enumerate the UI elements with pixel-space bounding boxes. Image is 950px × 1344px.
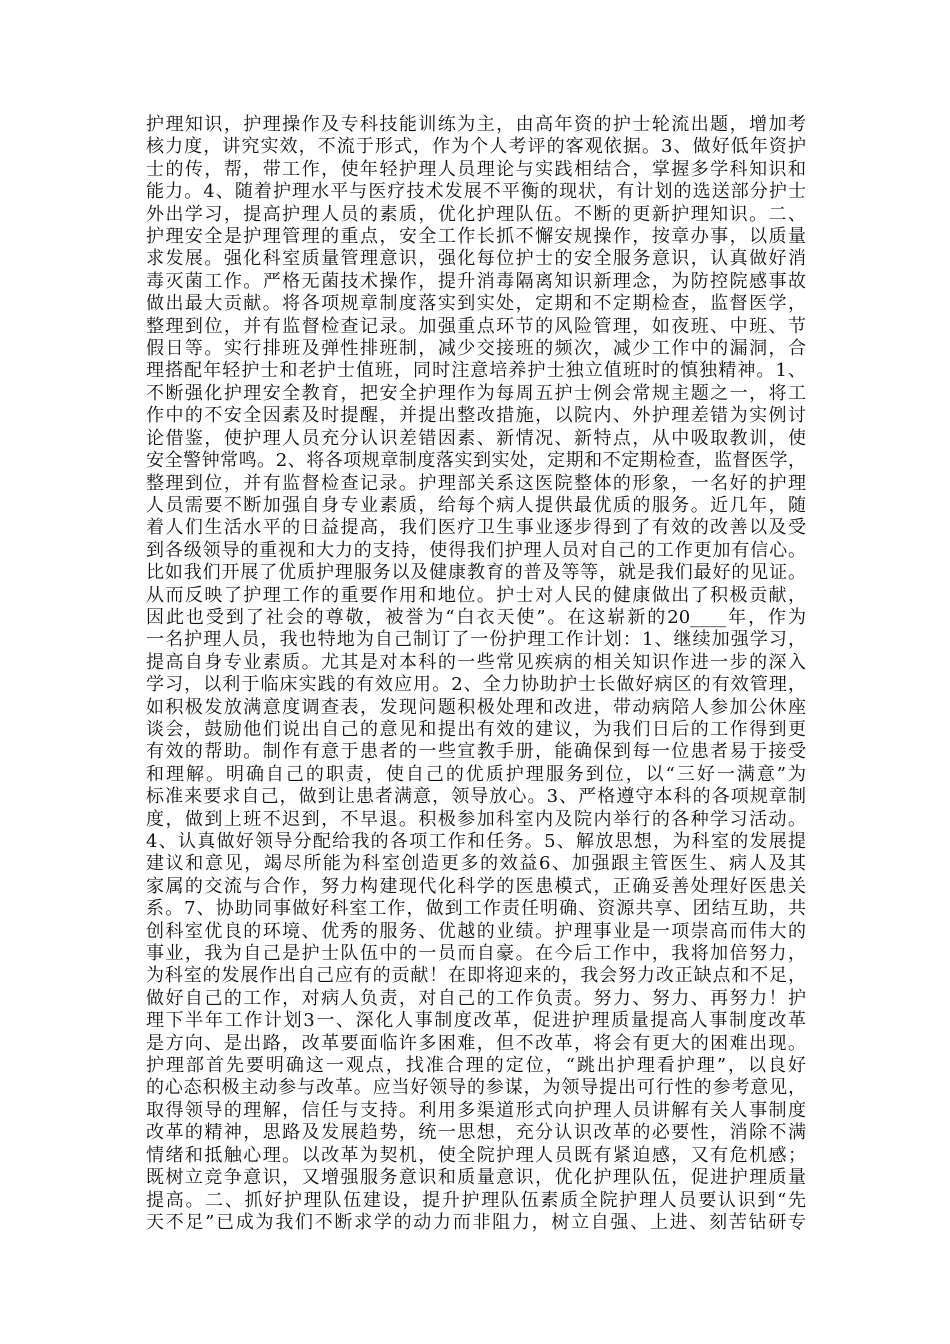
text-line: 做出最大贡献。将各项规章制度落实到实处，定期和不定期检查，监督医学，: [146, 293, 806, 315]
text-line: 作中的不安全因素及时提醒，并提出整改措施，以院内、外护理差错为实例讨: [146, 405, 806, 427]
text-line: 的心态积极主动参与改革。应当好领导的参谋，为领导提出可行性的参考意见，: [146, 1077, 806, 1099]
text-line: 标准来要求自己，做到让患者满意，领导放心。3、严格遵守本科的各项规章制: [146, 786, 806, 808]
text-line: 和理解。明确自己的职责，使自己的优质护理服务到位，以“三好一满意”为: [146, 763, 806, 785]
text-line: 不断强化护理安全教育，把安全护理作为每周五护士例会常规主题之一，将工: [146, 382, 806, 404]
text-line: 情绪和抵触心理。以改革为契机，使全院护理人员既有紧迫感，又有危机感；: [146, 1144, 806, 1166]
text-line: 一名护理人员，我也特地为自己制订了一份护理工作计划：1、继续加强学习，: [146, 629, 806, 651]
text-line: 系。7、协助同事做好科室工作，做到工作责任明确、资源共享、团结互助，共: [146, 898, 806, 920]
text-line: 有效的帮助。制作有意于患者的一些宣教手册，能确保到每一位患者易于接受: [146, 741, 806, 763]
text-line: 护理部首先要明确这一观点，找准合理的定位，“跳出护理看护理”，以良好: [146, 1055, 806, 1077]
text-line: 既树立竞争意识，又增强服务意识和质量意识，优化护理队伍，促进护理质量: [146, 1167, 806, 1189]
text-line: 从而反映了护理工作的重要作用和地位。护士对人民的健康做出了积极贡献，: [146, 584, 806, 606]
text-line: 理搭配年轻护士和老护士值班，同时注意培养护士独立值班时的慎独精神。1、: [146, 360, 806, 382]
text-line: 护理知识，护理操作及专科技能训练为主，由高年资的护士轮流出题，增加考: [146, 114, 806, 135]
text-line: 人员需要不断加强自身专业素质，给每个病人提供最优质的服务。近几年，随: [146, 494, 806, 516]
text-line: 士的传，帮，带工作，使年轻护理人员理论与实践相结合，掌握多学科知识和: [146, 158, 806, 180]
text-line: 改革的精神，思路及发展趋势，统一思想，充分认识改革的必要性，消除不满: [146, 1122, 806, 1144]
text-line: 整理到位，并有监督检查记录。护理部关系这医院整体的形象，一名好的护理: [146, 472, 806, 494]
text-line: 护理安全是护理管理的重点，安全工作长抓不懈安规操作，按章办事，以质量: [146, 226, 806, 248]
text-line: 为科室的发展作出自己应有的贡献！在即将迎来的，我会努力改正缺点和不足，: [146, 965, 806, 987]
text-line: 外出学习，提高护理人员的素质，优化护理队伍。不断的更新护理知识。二、: [146, 203, 806, 225]
text-line: 家属的交流与合作，努力构建现代化科学的医患模式，正确妥善处理好医患关: [146, 875, 806, 897]
text-line: 因此也受到了社会的尊敬，被誉为“白衣天使”。在这崭新的20____年，作为: [146, 606, 806, 628]
text-line: 4、认真做好领导分配给我的各项工作和任务。5、解放思想，为科室的发展提: [146, 831, 806, 852]
text-line: 创科室优良的环境、优秀的服务、优越的业绩。护理事业是一项崇高而伟大的: [146, 920, 806, 942]
text-line: 天不足”已成为我们不断求学的动力而非阻力，树立自强、上进、刻苦钻研专: [146, 1211, 806, 1233]
text-line: 毒灭菌工作。严格无菌技术操作，提升消毒隔离知识新理念，为防控院感事故: [146, 270, 806, 292]
text-line: 求发展。强化科室质量管理意识，强化每位护士的安全服务意识，认真做好消: [146, 248, 806, 270]
text-line: 假日等。实行排班及弹性排班制，减少交接班的频次，减少工作中的漏洞，合: [146, 338, 806, 360]
text-line: 做好自己的工作，对病人负责，对自己的工作负责。努力、努力、再努力！护: [146, 987, 806, 1009]
text-line: 到各级领导的重视和大力的支持，使得我们护理人员对自己的工作更加有信心。: [146, 539, 806, 561]
text-line: 能力。4、随着护理水平与医疗技术发展不平衡的现状，有计划的选送部分护士: [146, 181, 806, 203]
text-line: 取得领导的理解，信任与支持。利用多渠道形式向护理人员讲解有关人事制度: [146, 1099, 806, 1121]
text-line: 理下半年工作计划3一、深化人事制度改革，促进护理质量提高人事制度改革: [146, 1010, 806, 1032]
text-line: 建议和意见，竭尽所能为科室创造更多的效益6、加强跟主管医生、病人及其: [146, 853, 806, 875]
text-line: 安全警钟常鸣。2、将各项规章制度落实到实处，定期和不定期检查，监督医学，: [146, 450, 806, 472]
text-line: 论借鉴，使护理人员充分认识差错因素、新情况、新特点，从中吸取教训，使: [146, 427, 806, 449]
body-text: [146, 114, 806, 1234]
text-line: 如积极发放满意度调查表，发现问题积极处理和改进，带动病陪人参加公休座: [146, 696, 806, 718]
text-line: 整理到位，并有监督检查记录。加强重点环节的风险管理，如夜班、中班、节: [146, 315, 806, 337]
text-line: 度，做到上班不迟到，不早退。积极参加科室内及院内举行的各种学习活动。: [146, 808, 806, 830]
text-line: 着人们生活水平的日益提高，我们医疗卫生事业逐步得到了有效的改善以及受: [146, 517, 806, 539]
text-line: 谈会，鼓励他们说出自己的意见和提出有效的建议，为我们日后的工作得到更: [146, 718, 806, 740]
text-line: 是方向、是出路，改革要面临许多困难，但不改革，将会有更大的困难出现。: [146, 1032, 806, 1054]
text-line: 提高自身专业素质。尤其是对本科的一些常见疾病的相关知识作进一步的深入: [146, 651, 806, 673]
text-line: 事业，我为自己是护士队伍中的一员而自豪。在今后工作中，我将加倍努力，: [146, 943, 806, 965]
text-line: 核力度，讲究实效，不流于形式，作为个人考评的客观依据。3、做好低年资护: [146, 136, 806, 158]
text-line: 比如我们开展了优质护理服务以及健康教育的普及等等，就是我们最好的见证。: [146, 562, 806, 584]
text-line: 学习，以利于临床实践的有效应用。2、全力协助护士长做好病区的有效管理，: [146, 674, 806, 696]
text-line: 提高。二、抓好护理队伍建设，提升护理队伍素质全院护理人员要认识到“先: [146, 1189, 806, 1211]
